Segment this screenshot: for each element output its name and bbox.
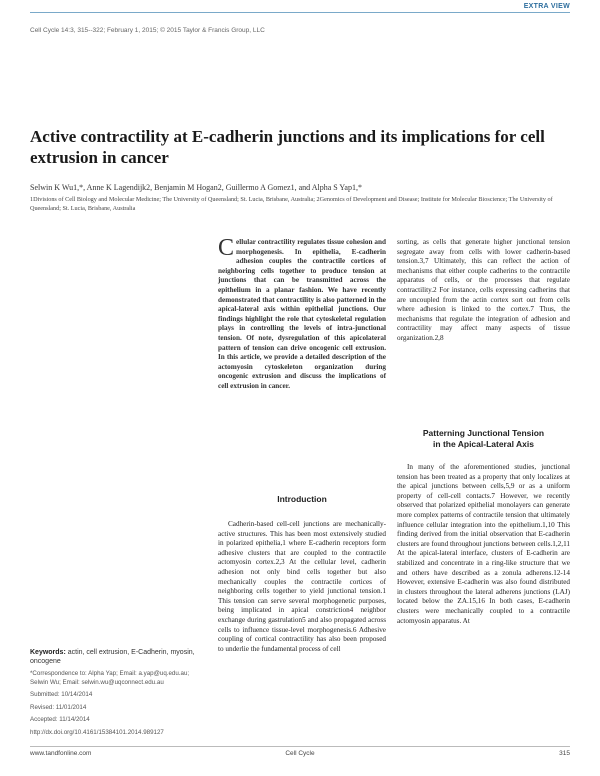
footer-rule xyxy=(30,746,570,747)
footer-journal-name: Cell Cycle xyxy=(285,750,315,757)
abstract-dropcap: C xyxy=(218,235,235,261)
right-column-top xyxy=(397,238,570,344)
page-footer xyxy=(30,750,570,762)
section-heading-line1: Patterning Junctional Tension xyxy=(422,428,545,438)
section-heading-patterning xyxy=(397,428,570,450)
keywords-label: Keywords: xyxy=(30,649,66,656)
doi-link[interactable]: http://dx.doi.org/10.4161/15384101.2014.989127 xyxy=(30,728,164,736)
accepted-date: Accepted: 11/14/2014 xyxy=(30,716,90,723)
submitted-date: Submitted: 10/14/2014 xyxy=(30,691,93,698)
introduction-paragraph: Cadherin-based cell-cell junctions are mechanically-active structures. This has been most extensively studied in polarized epithelia,1 where E-cadherin receptors form adhesive clusters that are coupled to the contractile actomyosin cortex.2,3 At the cellular level, cadherin adhesion not only bind cells together but also mechanically couples the contractile cortices of neighboring cells together to yield junctional tension.1 This tension can serve several morphogenetic purposes, being implicated in apical constriction4 neighbor exchange during gastrulation5 and also propagated across cells to influence tissue-level morphogenesis.6 Adhesive coupling of cortical contractility has also been proposed to underlie the fundamental process of cell xyxy=(218,520,386,653)
citation-line: Cell Cycle 14:3, 315--322; February 1, 2015; © 2015 Taylor & Francis Group, LLC xyxy=(30,27,265,34)
article-title: Active contractility at E-cadherin junctions and its implications for cell extrusion in cancer xyxy=(30,127,545,167)
introduction-heading: Introduction xyxy=(277,494,327,504)
correspondence-note: *Correspondence to: Alpha Yap; Email: a.yap@uq.edu.au; Selwin Wu; Email: selwin.wu@uqconnect.edu.au xyxy=(30,670,190,686)
article-info-sidebar xyxy=(30,648,202,737)
right-column-paragraph-2: In many of the aforementioned studies, junctional tension has been treated as a property that only localizes at the apical junctions between cells,5,9 or as a uniform property of cell-cell contacts.7 However, we recently observed that polarized epithelial monolayers can generate more complex patterns of contractile tension that ultimately influence cellular integration into the epithelium.1,10 This finding derived from the initial observation that E-cadherin clusters are found throughout junctions between cells.1,2,11 At the apical-lateral interface, clusters of E-cadherin are stabilized and concentrate in a ring-like structure that we and others have described as a zonula adherens.12-14 However, extensive E-cadherin was also found distributed in clusters throughout the lateral adherens junctions (LAJ) located below the ZA.15,16 In both cases, E-cadherin clusters were mechanically coupled to a contractile actomyosin apparatus. At xyxy=(397,463,570,625)
keywords-block xyxy=(30,648,202,666)
header-rule xyxy=(30,12,570,13)
section-heading-line2: in the Apical-Lateral Axis xyxy=(433,439,534,449)
affiliations: 1Divisions of Cell Biology and Molecular Medicine; The University of Queensland; St. Lucia, Brisbane, Australia; 2Genomics of Development and Disease; Institute for Molecular Bioscience; The University of Queensland; St. Lucia, Brisbane, Australia xyxy=(30,196,553,212)
abstract xyxy=(218,235,386,392)
keywords-list: actin, cell extrusion, E-Cadherin, myosin, oncogene xyxy=(30,649,195,665)
introduction-body xyxy=(218,520,386,654)
section-tag: EXTRA VIEW xyxy=(518,3,570,10)
author-list: Selwin K Wu1,*, Anne K Lagendijk2, Benjamin M Hogan2, Guillermo A Gomez1, and Alpha S Yap1,* xyxy=(30,183,362,192)
footer-website-link[interactable]: www.tandfonline.com xyxy=(30,750,92,757)
right-column-bottom xyxy=(397,463,570,626)
header-bar xyxy=(0,0,600,22)
revised-date: Revised: 11/01/2014 xyxy=(30,703,87,711)
history-block xyxy=(30,691,202,737)
abstract-text: ellular contractility regulates tissue cohesion and morphogenesis. In epithelia, E-cadherin adhesion couples the contractile cortices of neighboring cells together to produce tension at junctions that can be transmitted across the epithelium in a planar fashion. We have recently demonstrated that contractility is also patterned in the apical-lateral axis within epithelial junctions. Our findings highlight the role that cytoskeletal regulation plays in controlling the levels of intra-junctional tension. Of note, dysregulation of this apicolateral pattern of tension can drive oncogenic cell extrusion. In this article, we provide a detailed description of the actomyosin cytoskeleton organization during oncogenic extrusion and discuss the implications of cell extrusion in cancer. xyxy=(218,238,386,390)
footer-page-number: 315 xyxy=(559,750,570,757)
right-column-paragraph: sorting, as cells that generate higher junctional tension segregate away from cells with lower cadherin-based tension.3,7 Ultimately, this can reflect the action of mechanisms that either couple cadherins to the contractile apparatus of cells, or the processes that regulate contractility.2 For instance, cells expressing cadherins that are uncoupled from the actin cortex sort out from cells where adhesion is linked to the cortex.7 Thus, the mechanisms that regulate the integration of adhesion and contractility may affect many aspects of tissue organization.2,8 xyxy=(397,238,570,342)
